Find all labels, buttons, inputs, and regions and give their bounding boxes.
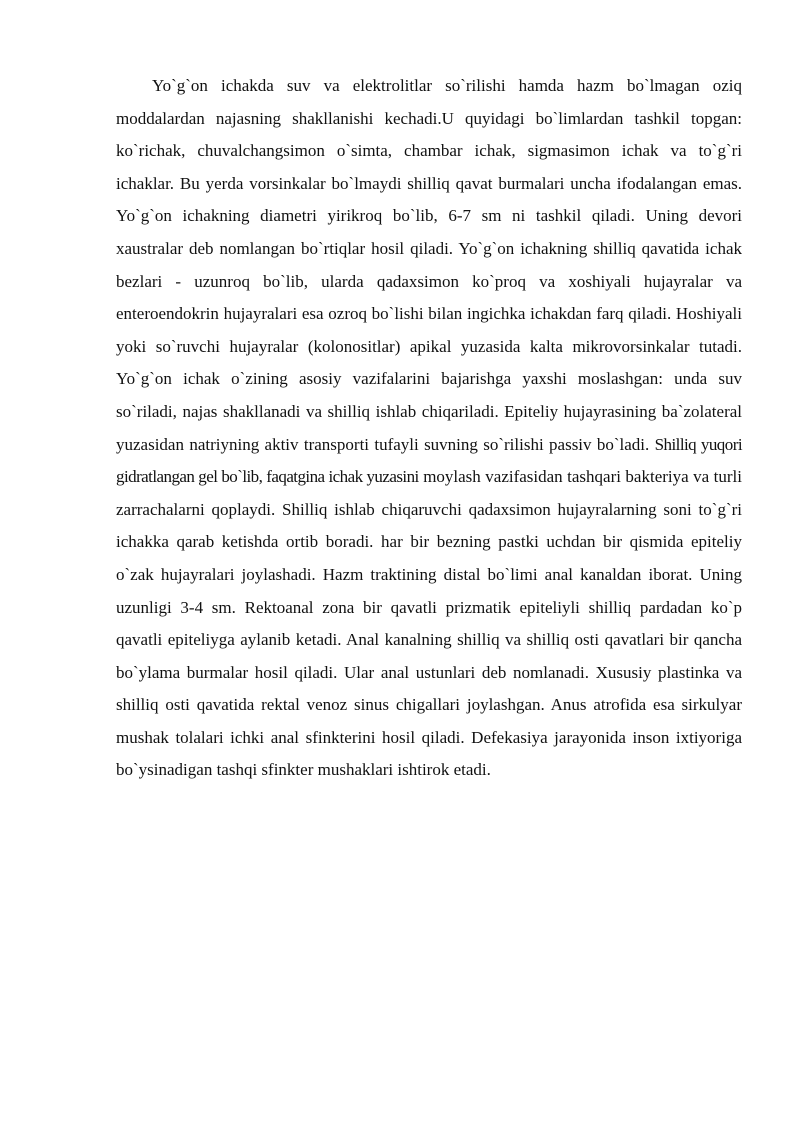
paragraph-text-part2: moylash vazifasidan tashqari bakteriya va turli zarrachalarni qoplaydi. Shilliq ishlab chiqaruvchi qadaxsimon hujayralarning soni to`g`ri ichakka qarab ketishda ortib boradi. har bir bezning pastki uchdan bir qismida epiteliy o`zak hujayralari joylashadi. Hazm traktining distal bo`limi anal kanaldan iborat. Uning uzunligi 3-4 sm. Rektoanal zona bir qavatli prizmatik epiteliyli shilliq pardadan ko`p qavatli epiteliyga aylanib ketadi. Anal kanalning shilliq va shilliq osti qavatlari bir qancha bo`ylama burmalar hosil qiladi. Ular anal ustunlari deb nomlanadi. Xususiy plastinka va shilliq osti qavatida rektal venoz sinus chigallari joylashgan. Anus atrofida esa sirkulyar mushak tolalari ichki anal sfinkterini hosil qiladi. Defekasiya jarayonida inson ixtiyoriga bo`ysinadigan tashqi sfinkter mushaklari ishtirok etadi. <box>116 467 742 780</box>
body-text <box>116 70 742 787</box>
paragraph-text-condensed: Shilliq yuqori gidratlangan gel bo`lib, faqatgina ichak yuzasini <box>116 434 742 487</box>
paragraph-text-part1: Yo`g`on ichakda suv va elektrolitlar so`rilishi hamda hazm bo`lmagan oziq moddalardan najasning shakllanishi kechadi.U quyidagi bo`limlardan tashkil topgan: ko`richak, chuvalchangsimon o`simta, chambar ichak, sigmasimon ichak va to`g`ri ichaklar. Bu yerda vorsinkalar bo`lmaydi shilliq qavat burmalari uncha ifodalangan emas. Yo`g`on ichakning diametri yirikroq bo`lib, 6-7 sm ni tashkil qiladi. Uning devori xaustralar deb nomlangan bo`rtiqlar hosil qiladi. Yo`g`on ichakning shilliq qavatida ichak bezlari - uzunroq bo`lib, ularda qadaxsimon ko`proq va xoshiyali hujayralar va enteroendokrin hujayralari esa ozroq bo`lishi bilan ingichka ichakdan farq qiladi. Hoshiyali yoki so`ruvchi hujayralar (kolonositlar) apikal yuzasida kalta mikrovorsinkalar tutadi. Yo`g`on ichak o`zining asosiy vazifalarini bajarishga yaxshi moslashgan: unda suv so`riladi, najas shakllanadi va shilliq ishlab chiqariladi. Epiteliy hujayrasining ba`zolateral yuzasidan natriyning aktiv transporti tufayli suvning so`rilishi passiv bo`ladi. <box>116 76 742 454</box>
paragraph <box>116 70 742 787</box>
